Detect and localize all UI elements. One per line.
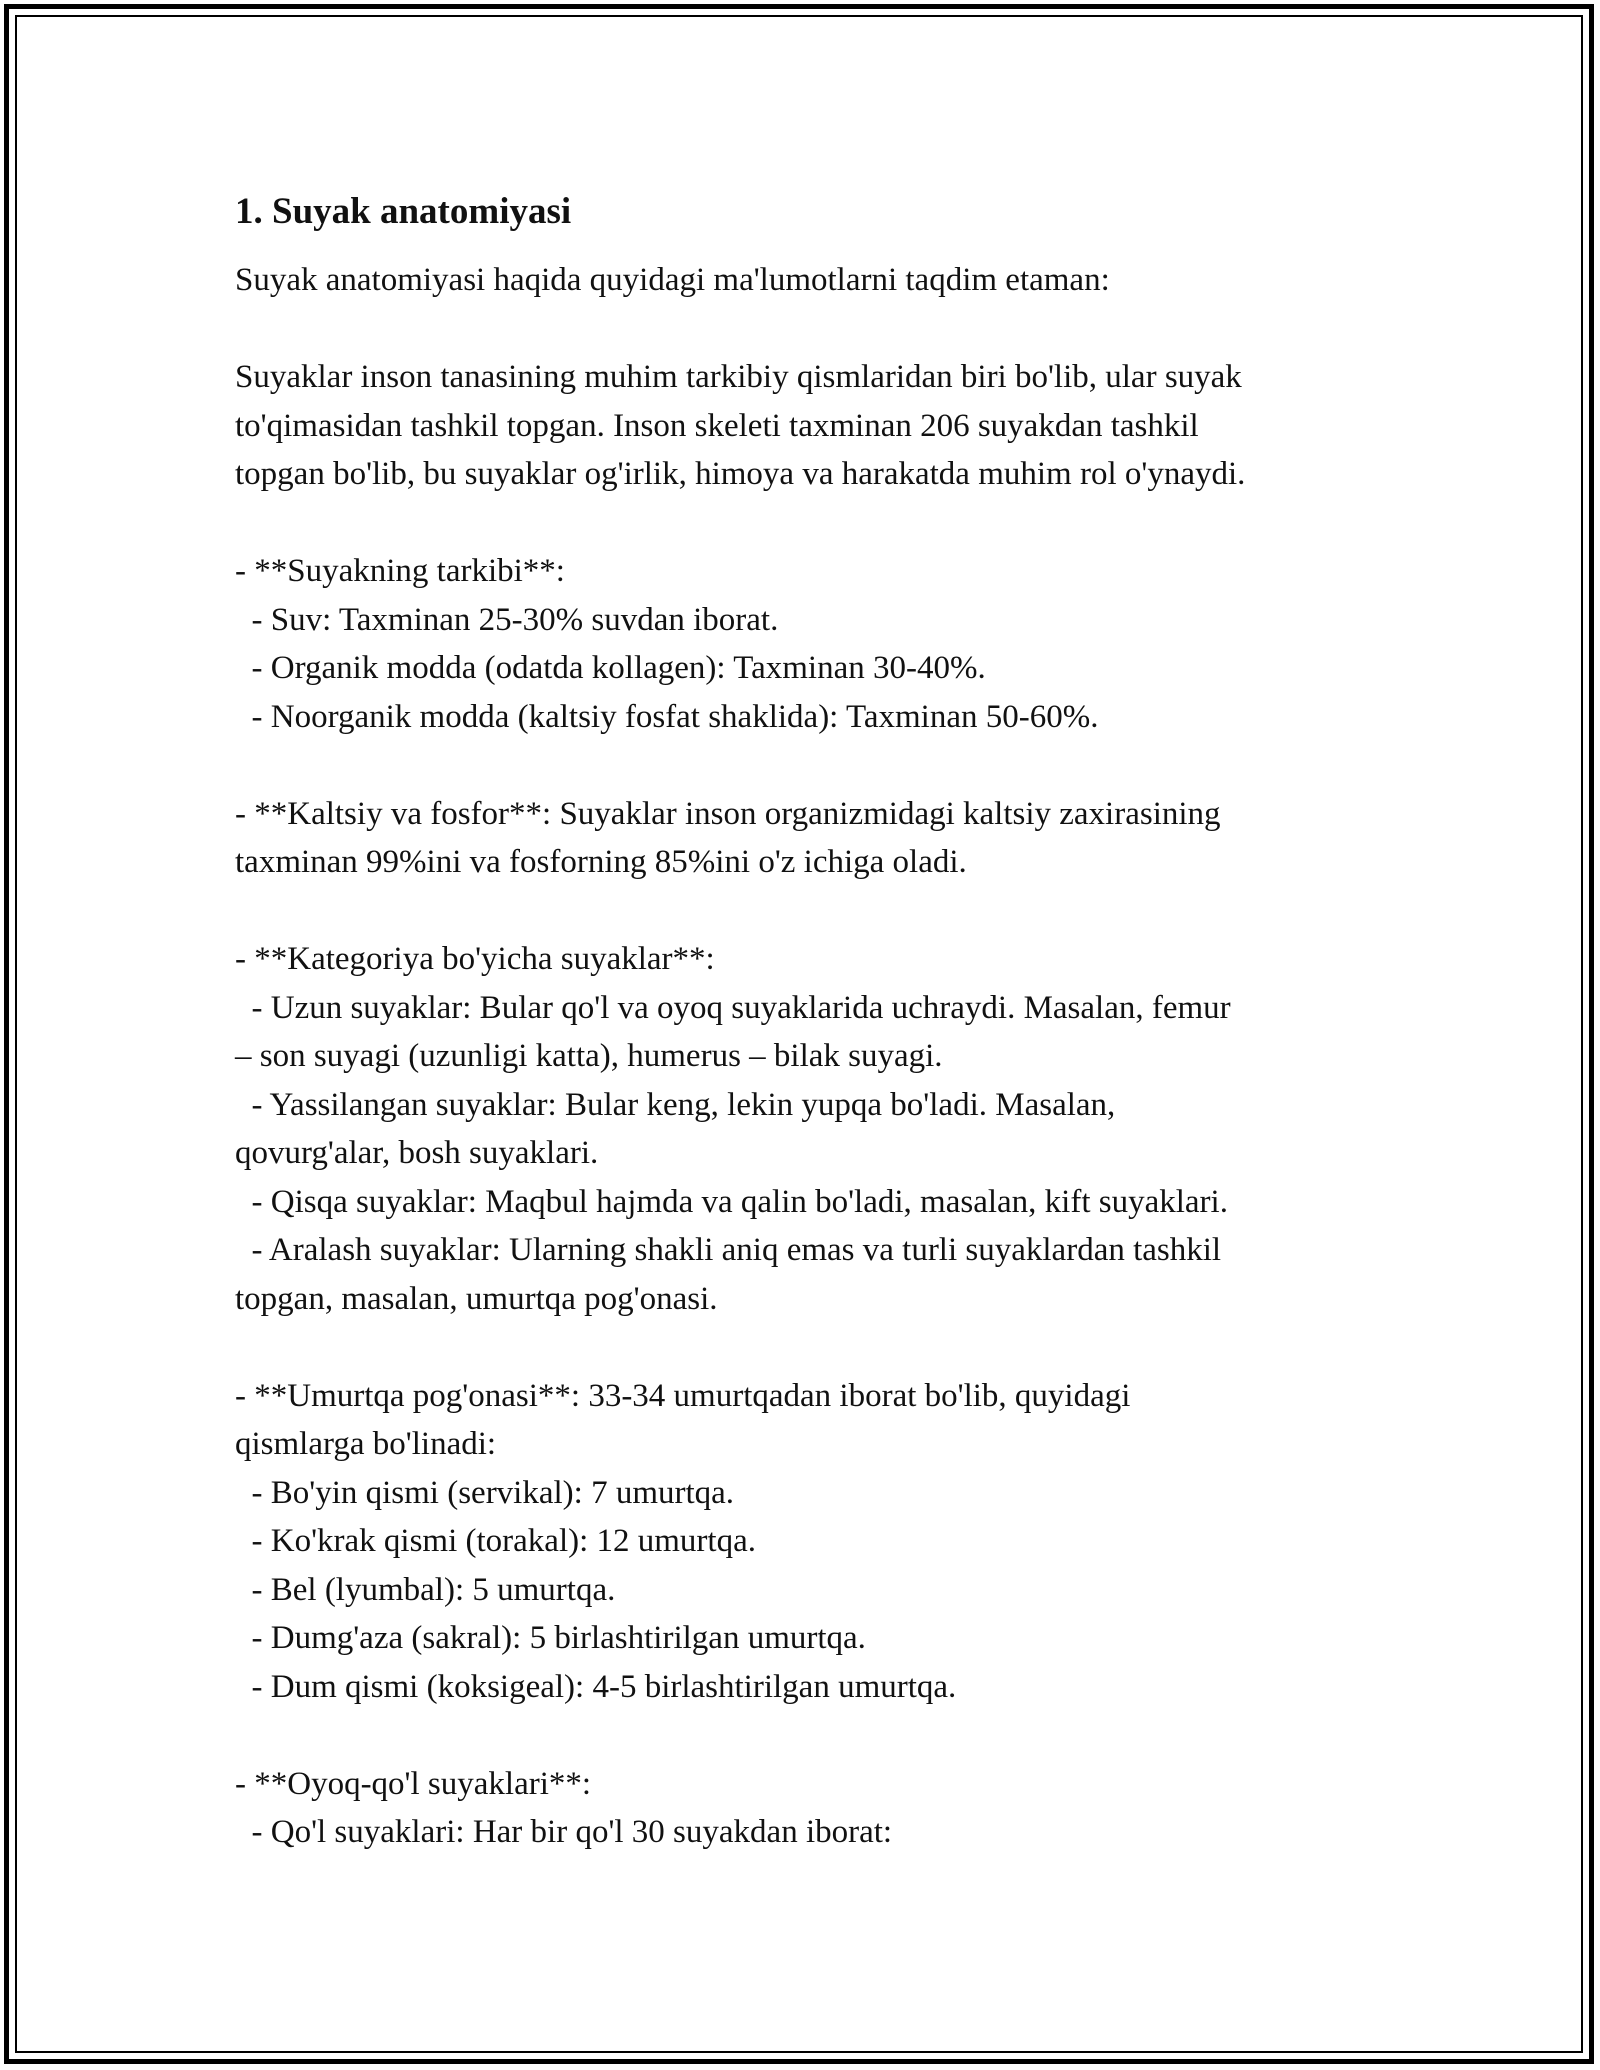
page-title: 1. Suyak anatomiyasi (235, 191, 572, 232)
blank-line (235, 741, 1375, 790)
text-line: Suyak anatomiyasi haqida quyidagi ma'lumotlarni taqdim etaman: (235, 262, 1110, 298)
document-body (235, 188, 1375, 1857)
text-line: to'qimasidan tashkil topgan. Inson skeleti taxminan 206 suyakdan tashkil (235, 407, 1199, 444)
text-line: topgan bo'lib, bu suyaklar og'irlik, himoya va harakatda muhim rol o'ynaydi. (235, 456, 1246, 492)
blank-line (235, 887, 1375, 936)
text-line: qovurg'alar, bosh suyaklari. (235, 1135, 599, 1171)
blank-line (235, 305, 1375, 354)
text-line: - Bo'yin qismi (servikal): 7 umurtqa. (235, 1474, 735, 1511)
text-line: - **Suyakning tarkibi**: (235, 553, 565, 589)
text-line: - Dum qismi (koksigeal): 4-5 birlashtirilgan umurtqa. (235, 1668, 957, 1705)
text-line: - **Kaltsiy va fosfor**: Suyaklar inson organizmidagi kaltsiy zaxirasining (235, 795, 1221, 832)
text-line: - Bel (lyumbal): 5 umurtqa. (235, 1571, 616, 1608)
text-line: – son suyagi (uzunligi katta), humerus – bilak suyagi. (235, 1038, 943, 1074)
text-line: topgan, masalan, umurtqa pog'onasi. (235, 1280, 718, 1317)
blank-line (235, 1711, 1375, 1760)
text-line: - Qisqa suyaklar: Maqbul hajmda va qalin bo'ladi, masalan, kift suyaklari. (235, 1183, 1228, 1220)
text-line: - Uzun suyaklar: Bular qo'l va oyoq suyaklarida uchraydi. Masalan, femur (235, 989, 1231, 1026)
blank-line (235, 1323, 1375, 1372)
text-line: - **Kategoriya bo'yicha suyaklar**: (235, 941, 715, 977)
text-line: - Noorganik modda (kaltsiy fosfat shaklida): Taxminan 50-60%. (235, 698, 1099, 735)
text-line: - **Oyoq-qo'l suyaklari**: (235, 1765, 592, 1802)
blank-line (235, 499, 1375, 548)
text-line: - Organik modda (odatda kollagen): Taxminan 30-40%. (235, 650, 986, 686)
text-line: - Yassilangan suyaklar: Bular keng, lekin yupqa bo'ladi. Masalan, (235, 1086, 1116, 1123)
text-line: - **Umurtqa pog'onasi**: 33-34 umurtqadan iborat bo'lib, quyidagi (235, 1377, 1131, 1414)
text-line: qismlarga bo'linadi: (235, 1426, 497, 1462)
text-line: - Ko'krak qismi (torakal): 12 umurtqa. (235, 1523, 756, 1559)
text-line: - Aralash suyaklar: Ularning shakli aniq emas va turli suyaklardan tashkil (235, 1232, 1222, 1268)
text-line: - Suv: Taxminan 25-30% suvdan iborat. (235, 601, 779, 638)
text-line: - Qo'l suyaklari: Har bir qo'l 30 suyakdan iborat: (235, 1814, 893, 1850)
text-line: taxminan 99%ini va fosforning 85%ini o'z ichiga oladi. (235, 844, 967, 880)
text-line: Suyaklar inson tanasining muhim tarkibiy qismlaridan biri bo'lib, ular suyak (235, 359, 1242, 395)
text-lines (235, 256, 1375, 1857)
text-line: - Dumg'aza (sakral): 5 birlashtirilgan umurtqa. (235, 1620, 866, 1656)
